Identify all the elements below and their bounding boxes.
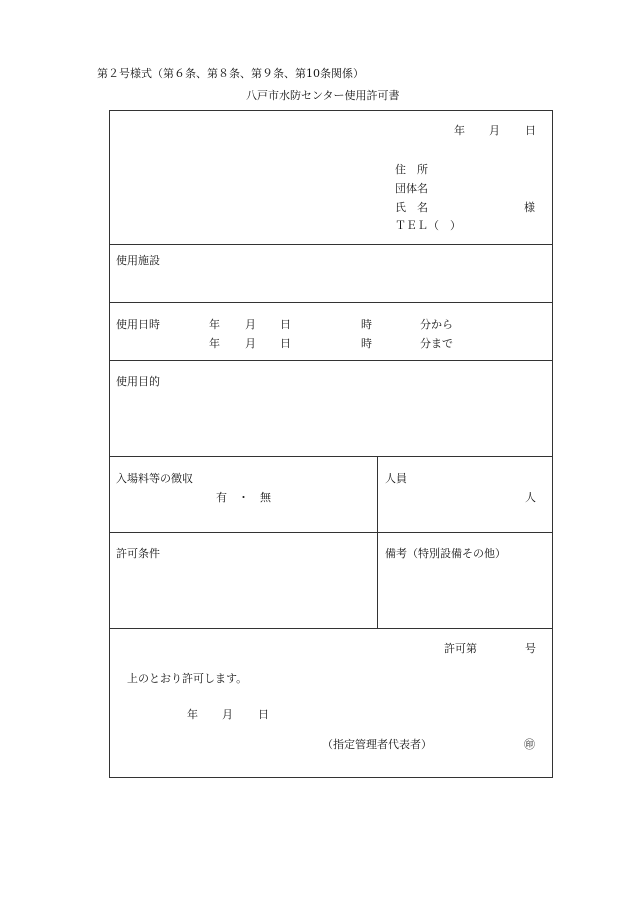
seal-mark: ㊞ xyxy=(524,738,535,751)
permit-number-suffix: 号 xyxy=(525,642,536,655)
attendees-unit: 人 xyxy=(525,491,536,504)
permit-date-day: 日 xyxy=(258,708,269,721)
date-year: 年 xyxy=(454,124,465,137)
from-day: 日 xyxy=(280,318,291,331)
permit-statement: 上のとおり許可します。 xyxy=(127,672,248,685)
permit-date-year: 年 xyxy=(187,708,198,721)
conditions-label: 許可条件 xyxy=(116,547,160,560)
purpose-label: 使用目的 xyxy=(116,375,160,388)
from-hour: 時 xyxy=(361,318,372,331)
divider-vertical xyxy=(377,456,378,628)
date-month: 月 xyxy=(489,124,500,137)
divider-datetime xyxy=(110,360,552,361)
datetime-label: 使用日時 xyxy=(116,318,160,331)
attendees-label: 人員 xyxy=(385,472,407,485)
admission-label: 入場料等の徴収 xyxy=(116,472,193,485)
from-year: 年 xyxy=(209,318,220,331)
divider-facility xyxy=(110,302,552,303)
permit-date-month: 月 xyxy=(222,708,233,721)
from-month: 月 xyxy=(245,318,256,331)
to-hour: 時 xyxy=(361,337,372,350)
name-label: 氏 名 xyxy=(395,201,428,214)
honorific: 様 xyxy=(524,201,535,214)
admission-options: 有 ・ 無 xyxy=(216,491,271,504)
tel-label: ＴＥＬ（ ） xyxy=(395,219,461,232)
divider-purpose xyxy=(110,456,552,457)
from-minute: 分から xyxy=(420,318,453,331)
permit-number-label: 許可第 xyxy=(444,642,477,655)
organization-label: 団体名 xyxy=(395,182,428,195)
divider-applicant xyxy=(110,244,552,245)
to-year: 年 xyxy=(209,337,220,350)
issuer-label: （指定管理者代表者） xyxy=(322,738,432,751)
address-label: 住 所 xyxy=(395,163,428,176)
to-month: 月 xyxy=(245,337,256,350)
permit-form xyxy=(109,110,553,778)
facility-label: 使用施設 xyxy=(116,254,160,267)
to-minute: 分まで xyxy=(420,337,453,350)
form-number: 第２号様式（第６条、第８条、第９条、第10条関係） xyxy=(97,67,364,80)
divider-admission xyxy=(110,532,552,533)
divider-conditions xyxy=(110,628,552,629)
remarks-label: 備考（特別設備その他） xyxy=(385,547,506,560)
date-day: 日 xyxy=(525,124,536,137)
to-day: 日 xyxy=(280,337,291,350)
page-title: 八戸市水防センター使用許可書 xyxy=(246,89,400,102)
